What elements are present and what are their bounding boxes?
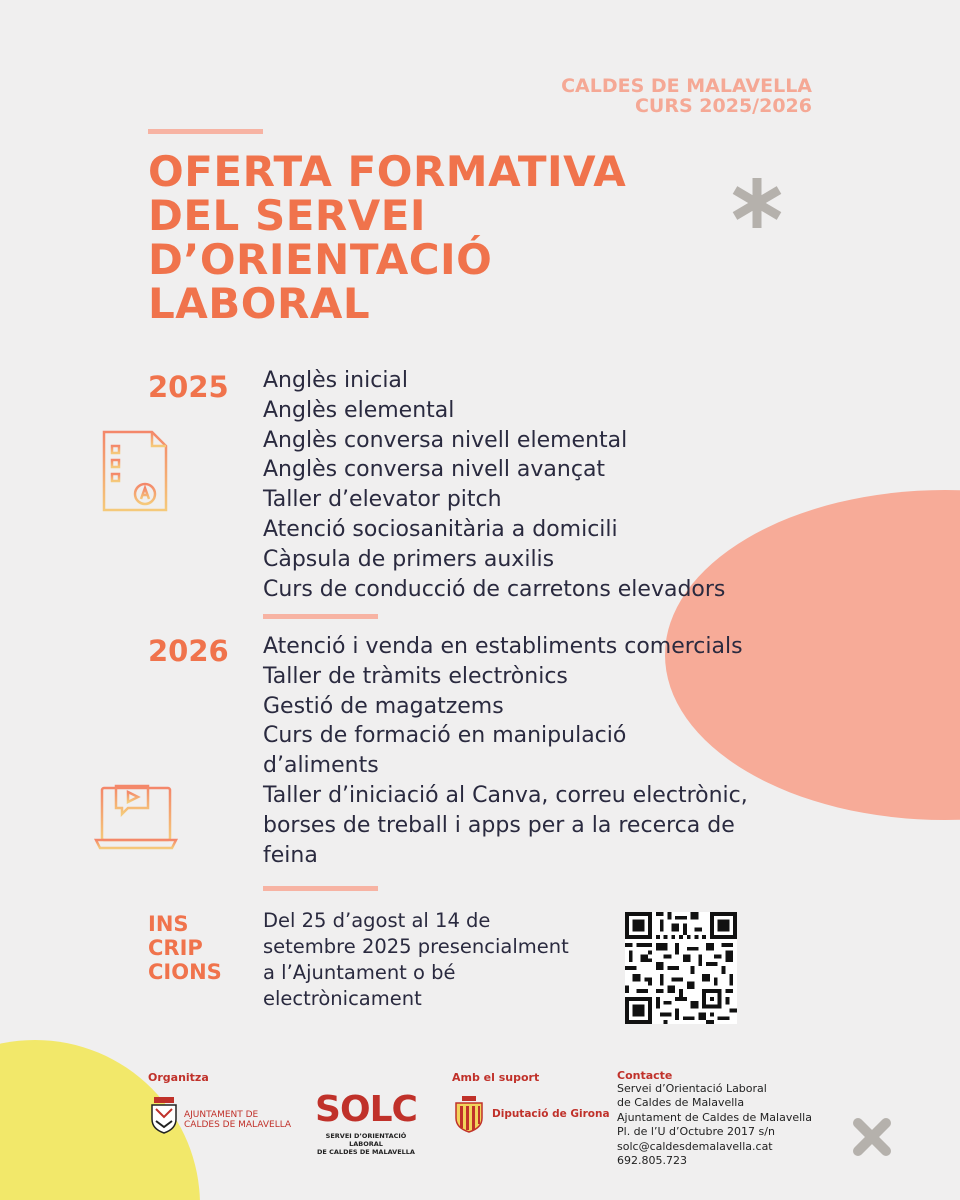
list-item: Anglès inicial — [263, 368, 409, 393]
laptop-video-icon — [94, 782, 178, 852]
diputacio-shield-icon — [452, 1094, 486, 1134]
contact-phone[interactable]: 692.805.723 — [617, 1154, 687, 1168]
inscripcions-text-line: a l’Ajuntament o bé — [263, 961, 456, 984]
ajuntament-name-line: AJUNTAMENT DE — [184, 1110, 259, 1120]
title-line-2: DEL SERVEI — [148, 191, 427, 240]
year-2025-label: 2025 — [148, 370, 229, 404]
courses-2026-list — [263, 632, 748, 870]
list-item: Curs de conducció de carretons elevadors — [263, 576, 726, 602]
list-item: Anglès conversa nivell elemental — [263, 427, 628, 453]
ajuntament-name — [184, 1110, 291, 1130]
solc-logo[interactable] — [310, 1089, 422, 1162]
list-item: feina — [263, 842, 318, 868]
organitza-label: Organitza — [148, 1071, 209, 1084]
title-line-1: OFERTA FORMATIVA — [148, 147, 627, 196]
diputacio-name: Diputació de Girona — [492, 1108, 610, 1120]
document-checklist-icon — [100, 430, 170, 514]
list-item: Atenció sociosanitària a domicili — [263, 516, 618, 542]
header-course: CURS 2025/2026 — [634, 95, 812, 117]
inscripcions-label — [148, 912, 222, 984]
courses-2025-list — [263, 366, 725, 604]
divider-middle — [263, 614, 378, 619]
inscripcions-label-line: CRIP — [148, 936, 203, 960]
list-item: Taller de tràmits electrònics — [263, 663, 568, 689]
contacte-label: Contacte — [617, 1069, 673, 1082]
list-item: Atenció i venda en establiments comercials — [263, 634, 743, 659]
ajuntament-logo[interactable] — [148, 1095, 298, 1139]
inscripcions-text-line: electrònicament — [263, 987, 422, 1010]
x-mark-icon — [850, 1115, 894, 1159]
solc-subtitle — [310, 1132, 422, 1156]
solc-subtitle-line: DE CALDES DE MALAVELLA — [317, 1148, 415, 1156]
inscripcions-text — [263, 908, 613, 1012]
list-item: Taller d’iniciació al Canva, correu electrònic, — [263, 782, 748, 808]
suport-label: Amb el suport — [452, 1071, 540, 1084]
solc-wordmark: SOLC — [315, 1089, 417, 1130]
inscripcions-label-line: INS — [148, 912, 189, 936]
list-item: Gestió de magatzems — [263, 693, 504, 719]
list-item: Curs de formació en manipulació — [263, 723, 627, 749]
inscripcions-text-line: setembre 2025 presencialment — [263, 935, 569, 958]
page-title — [148, 147, 627, 328]
list-item: Anglès elemental — [263, 397, 455, 423]
contact-line: Servei d’Orientació Laboral — [617, 1082, 767, 1095]
title-line-3: D’ORIENTACIÓ — [148, 235, 493, 284]
ajuntament-name-line: CALDES DE MALAVELLA — [184, 1120, 292, 1130]
contact-line: Ajuntament de Caldes de Malavella — [617, 1110, 812, 1124]
ajuntament-shield-icon — [148, 1095, 180, 1135]
header-location-course — [561, 76, 812, 116]
list-item: Taller d’elevator pitch — [263, 487, 502, 513]
divider-bottom — [263, 886, 378, 891]
inscripcions-text-line: Del 25 d’agost al 14 de — [263, 909, 491, 932]
contact-details — [617, 1082, 812, 1168]
list-item: d’aliments — [263, 753, 379, 779]
qr-code[interactable] — [625, 912, 737, 1024]
divider-top — [148, 129, 263, 134]
contact-line: de Caldes de Malavella — [617, 1096, 745, 1110]
header-location: CALDES DE MALAVELLA — [561, 75, 812, 97]
inscripcions-label-line: CIONS — [148, 960, 222, 984]
asterisk-icon — [730, 176, 784, 230]
diputacio-logo[interactable] — [452, 1094, 610, 1134]
list-item: Càpsula de primers auxilis — [263, 546, 555, 572]
title-line-4: LABORAL — [148, 279, 371, 328]
year-2026-label: 2026 — [148, 634, 229, 668]
list-item: borses de treball i apps per a la recerca de — [263, 812, 735, 838]
contact-email[interactable]: solc@caldesdemalavella.cat — [617, 1139, 773, 1153]
solc-subtitle-line: SERVEI D’ORIENTACIÓ LABORAL — [325, 1132, 407, 1148]
contact-line: Pl. de l’U d’Octubre 2017 s/n — [617, 1125, 775, 1139]
list-item: Anglès conversa nivell avançat — [263, 457, 606, 483]
